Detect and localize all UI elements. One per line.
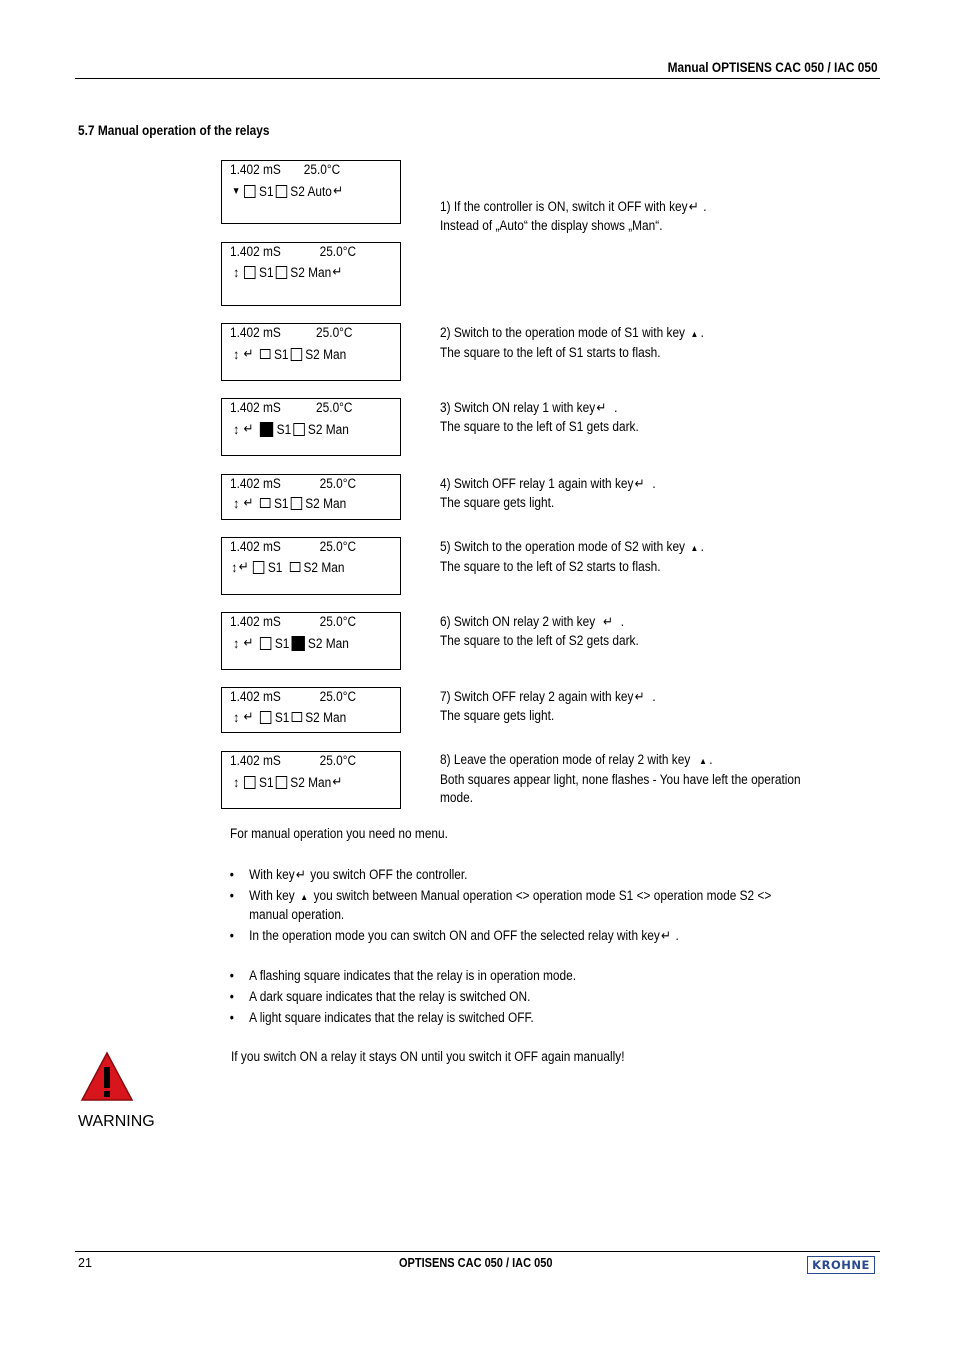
- relay-1-square: [244, 776, 255, 789]
- list-item: • With key↵ you switch OFF the controller.: [228, 866, 795, 884]
- up-key-icon: ▲: [699, 756, 707, 766]
- display-reading: 1.402 mS 25.0°C: [230, 244, 357, 259]
- display-reading: 1.402 mS 25.0°C: [230, 162, 341, 177]
- relay-2-square-flashing: [289, 562, 300, 572]
- key-bullets: [228, 866, 872, 948]
- relay-1-square-light: [260, 498, 271, 508]
- display-reading: 1.402 mS 25.0°C: [230, 400, 353, 415]
- up-down-arrow-icon: ↕: [233, 346, 240, 362]
- relay-2-square: [275, 776, 286, 789]
- up-key-icon: ▲: [690, 543, 699, 553]
- step-8: 8) Leave the operation mode of relay 2 with key ▲ . Both squares appear light, none flashes - You have left the operation mode.: [440, 752, 801, 805]
- relay-1-square: [253, 561, 264, 574]
- list-item: • A dark square indicates that the relay is switched ON.: [228, 988, 795, 1006]
- list-item: • In the operation mode you can switch ON and OFF the selected relay with key↵ .: [228, 927, 795, 945]
- up-down-arrow-icon: ↕: [233, 774, 240, 790]
- display-panel-3: [221, 323, 401, 381]
- display-relay-line: ↕ S1 S2 Man ↵: [230, 774, 344, 790]
- enter-key-icon: ↵: [596, 400, 607, 415]
- display-relay-line: ↕ S1 S2 Man ↵: [230, 264, 344, 280]
- up-down-arrow-icon: ↕: [231, 559, 238, 575]
- step-1: 1) If the controller is ON, switch it OFF with key↵ . Instead of „Auto“ the display shows „Man“.: [440, 199, 707, 233]
- display-relay-line: ↕ ↵ S1 S2 Man: [230, 635, 349, 651]
- step-5: 5) Switch to the operation mode of S2 with key ▲ . The square to the left of S2 starts to flash.: [440, 539, 704, 574]
- footer-rule: [75, 1251, 880, 1252]
- enter-key-icon: ↵: [238, 559, 249, 574]
- relay-2-square: [290, 497, 301, 510]
- relay-2-square: [275, 266, 286, 279]
- enter-key-icon: ↵: [332, 774, 343, 789]
- enter-key-icon: ↵: [661, 928, 671, 943]
- relay-1-square-flashing: [260, 349, 271, 359]
- enter-key-icon: ↵: [295, 867, 306, 882]
- up-key-icon: ▲: [690, 329, 699, 339]
- display-panel-4: [221, 398, 401, 456]
- display-reading: 1.402 mS 25.0°C: [230, 476, 357, 491]
- warning-text: If you switch ON a relay it stays ON until you switch it OFF again manually!: [231, 1049, 625, 1064]
- display-panel-2: [221, 242, 401, 306]
- enter-key-icon: ↵: [333, 183, 344, 198]
- up-down-arrow-icon: ↕: [233, 421, 240, 437]
- square-bullets: [228, 967, 872, 1030]
- enter-key-icon: ↵: [243, 495, 254, 510]
- list-item: • With key ▲ you switch between Manual operation <> operation mode S1 <> operation mode S2 <> manual operation.: [228, 887, 795, 924]
- header-rule: [75, 78, 880, 79]
- list-item: • A light square indicates that the relay is switched OFF.: [228, 1009, 795, 1027]
- enter-key-icon: ↵: [634, 476, 645, 491]
- enter-key-icon: ↵: [688, 199, 699, 214]
- step-2: 2) Switch to the operation mode of S1 with key ▲ . The square to the left of S1 starts to flash.: [440, 325, 704, 360]
- step-6: 6) Switch ON relay 2 with key ↵ . The square to the left of S2 gets dark.: [440, 614, 639, 648]
- warning-triangle-icon: [80, 1050, 134, 1102]
- display-relay-line: ▼ S1 S2 Auto ↵: [231, 183, 344, 199]
- up-down-arrow-icon: ↕: [233, 264, 240, 280]
- display-reading: 1.402 mS 25.0°C: [230, 614, 357, 629]
- step-3: 3) Switch ON relay 1 with key↵ . The square to the left of S1 gets dark.: [440, 400, 639, 434]
- display-reading: 1.402 mS 25.0°C: [230, 753, 357, 768]
- display-panel-1: [221, 160, 401, 224]
- relay-1-square: [260, 711, 271, 724]
- enter-key-icon: ↵: [602, 614, 613, 629]
- display-relay-line: ↕ ↵ S1 S2 Man: [230, 421, 349, 437]
- display-panel-6: [221, 537, 401, 595]
- display-reading: 1.402 mS 25.0°C: [230, 689, 357, 704]
- enter-key-icon: ↵: [243, 421, 254, 436]
- page-number: 21: [78, 1256, 92, 1270]
- display-panel-9: [221, 751, 401, 809]
- display-relay-line: ↕ ↵ S1 S2 Man: [230, 709, 346, 725]
- display-reading: 1.402 mS 25.0°C: [230, 539, 357, 554]
- enter-key-icon: ↵: [634, 689, 645, 704]
- enter-key-icon: ↵: [332, 264, 343, 279]
- enter-key-icon: ↵: [243, 346, 254, 361]
- relay-1-square: [260, 637, 271, 650]
- display-panel-7: [221, 612, 401, 670]
- relay-2-square-light: [291, 712, 302, 722]
- down-arrow-icon: ▼: [231, 185, 241, 197]
- display-relay-line: ↕ ↵ S1 S2 Man: [230, 346, 346, 362]
- relay-1-square: [244, 185, 255, 198]
- display-relay-line: ↕ ↵ S1 S2 Man: [231, 559, 345, 575]
- up-down-arrow-icon: ↕: [233, 635, 240, 651]
- section-title: 5.7 Manual operation of the relays: [78, 123, 270, 138]
- display-panel-5: [221, 474, 401, 520]
- relay-2-square: [275, 185, 286, 198]
- enter-key-icon: ↵: [243, 709, 254, 724]
- menu-note: For manual operation you need no menu.: [230, 826, 448, 841]
- up-down-arrow-icon: ↕: [233, 495, 240, 511]
- display-relay-line: ↕ ↵ S1 S2 Man: [230, 495, 346, 511]
- relay-2-square: [290, 348, 301, 361]
- display-reading: 1.402 mS 25.0°C: [230, 325, 353, 340]
- step-4: 4) Switch OFF relay 1 again with key↵ . The square gets light.: [440, 476, 656, 510]
- display-panel-8: [221, 687, 401, 733]
- up-down-arrow-icon: ↕: [233, 709, 240, 725]
- step-7: 7) Switch OFF relay 2 again with key↵ . The square gets light.: [440, 689, 656, 723]
- enter-key-icon: ↵: [243, 635, 254, 650]
- document-header-title: Manual OPTISENS CAC 050 / IAC 050: [668, 60, 878, 75]
- up-key-icon: ▲: [300, 892, 309, 902]
- relay-2-square-dark: [291, 636, 304, 651]
- relay-1-square: [244, 266, 255, 279]
- footer-title: OPTISENS CAC 050 / IAC 050: [399, 1256, 553, 1270]
- relay-1-square-dark: [260, 422, 273, 437]
- krohne-logo: KROHNE: [807, 1256, 875, 1274]
- list-item: • A flashing square indicates that the relay is in operation mode.: [228, 967, 795, 985]
- relay-2-square: [293, 423, 304, 436]
- warning-label: WARNING: [78, 1113, 155, 1130]
